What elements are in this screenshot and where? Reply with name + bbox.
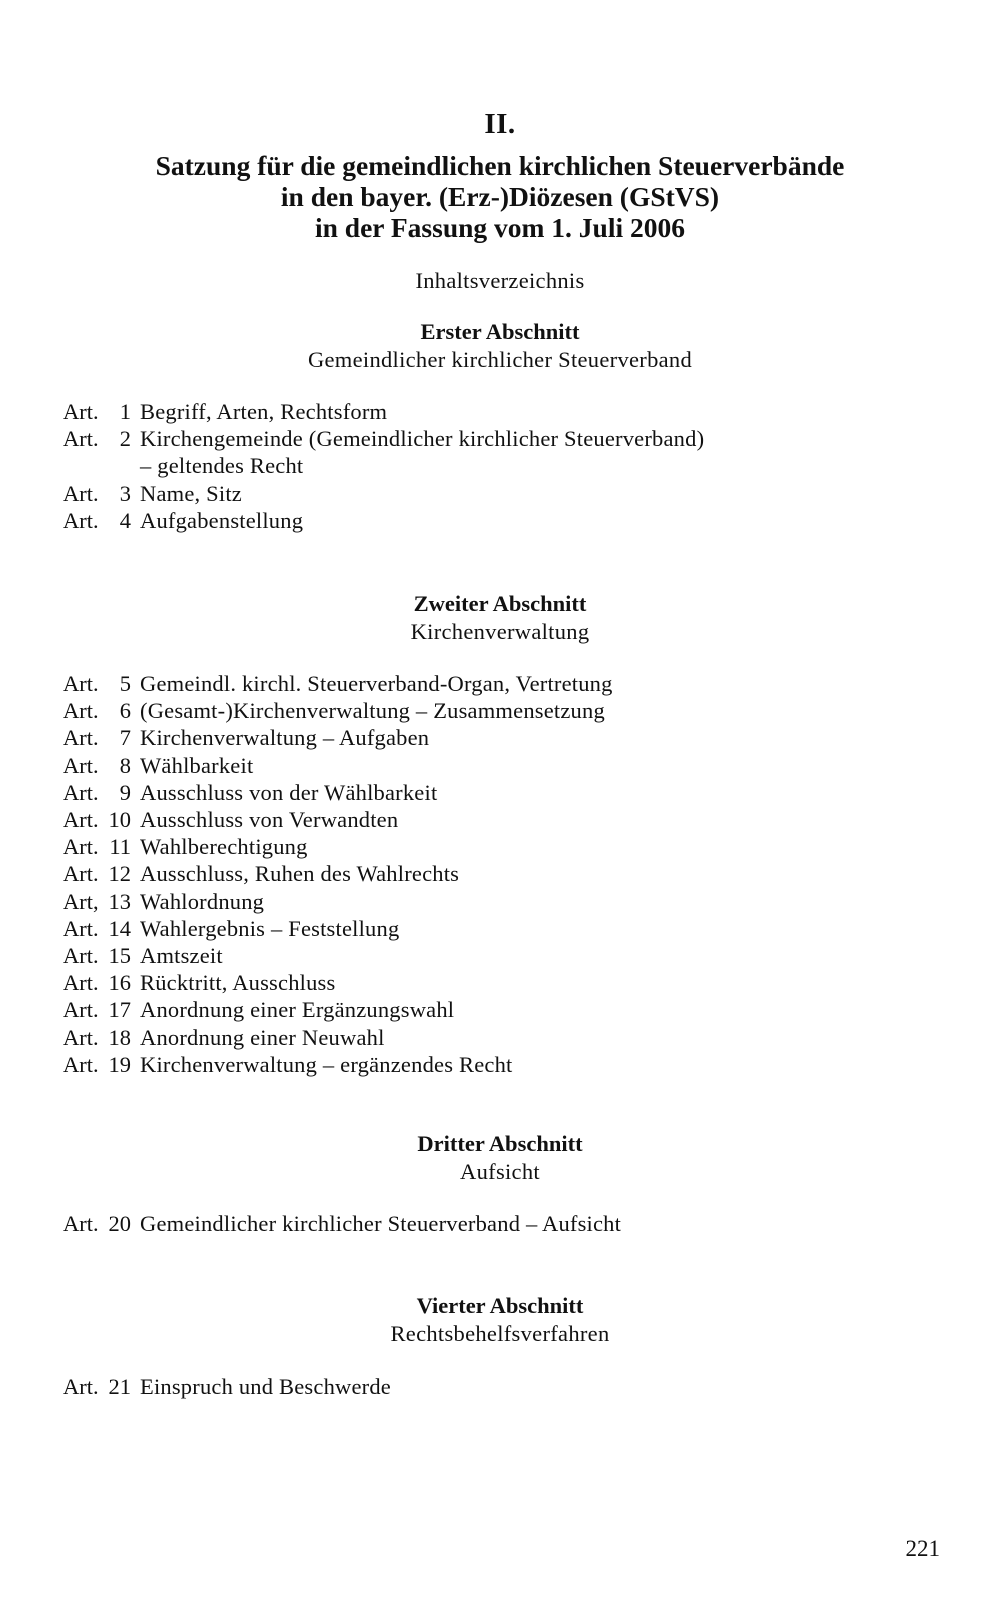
article-number: 1 (119, 399, 131, 424)
toc-entry (63, 1024, 943, 1051)
article-number: 14 (108, 915, 131, 941)
article-prefix: Art. (63, 970, 99, 996)
article-number: 2 (119, 426, 131, 452)
page-number: 221 (905, 1536, 940, 1561)
article-title: Wahlberechtigung (140, 834, 308, 860)
toc-heading: Inhaltsverzeichnis (415, 268, 585, 293)
section-name: Kirchenverwaltung (410, 619, 590, 644)
article-prefix: Art. (63, 507, 99, 533)
article-prefix: Art. (63, 752, 99, 778)
article-list-section-2 (63, 670, 943, 1078)
article-number: 18 (108, 1024, 131, 1050)
article-prefix: Art. (63, 1024, 99, 1050)
article-title-continuation: – geltendes Recht (140, 453, 304, 479)
toc-entry (63, 480, 943, 507)
toc-entry (63, 942, 943, 969)
article-list-section-4 (63, 1373, 943, 1400)
article-number: 10 (108, 807, 131, 833)
toc-entry (63, 915, 943, 942)
part-numeral: II. (484, 108, 516, 140)
article-title: Wahlordnung (140, 888, 265, 914)
article-prefix: Art. (63, 671, 99, 696)
article-title: Wahlergebnis – Feststellung (140, 915, 400, 941)
document-title (0, 150, 1000, 243)
article-title: Einspruch und Beschwerde (140, 1374, 391, 1399)
article-prefix: Art. (63, 698, 99, 724)
article-prefix: Art. (63, 943, 99, 969)
article-number: 6 (119, 698, 131, 724)
article-title (140, 425, 943, 479)
title-line: Satzung für die gemeindlichen kirchlichen Steuerverbände (155, 150, 845, 181)
toc-entry (63, 1373, 943, 1400)
section-label: Dritter Abschnitt (417, 1131, 583, 1156)
article-number: 21 (108, 1374, 131, 1399)
article-title: Kirchenverwaltung – Aufgaben (140, 725, 430, 751)
section-3 (0, 1130, 1000, 1186)
article-title: Ausschluss von der Wählbarkeit (140, 779, 438, 805)
article-prefix: Art. (63, 1051, 99, 1077)
section-label: Zweiter Abschnitt (413, 591, 587, 616)
article-prefix: Art. (63, 426, 99, 452)
section-heading (0, 1130, 1000, 1186)
section-2 (0, 590, 1000, 646)
article-number: 11 (109, 834, 131, 860)
article-title: Begriff, Arten, Rechtsform (140, 399, 388, 424)
article-number: 7 (119, 725, 131, 751)
article-title: Name, Sitz (140, 480, 242, 506)
article-number: 13 (108, 888, 131, 914)
toc-entry (63, 833, 943, 860)
toc-entry (63, 398, 943, 425)
article-prefix: Art. (63, 1374, 99, 1399)
article-number: 20 (108, 1211, 131, 1236)
toc-entry (63, 1051, 943, 1078)
toc-entry (63, 697, 943, 724)
article-number: 16 (108, 970, 131, 996)
section-name: Rechtsbehelfsverfahren (390, 1321, 610, 1346)
article-title: Gemeindl. kirchl. Steuerverband-Organ, Vertretung (140, 671, 613, 696)
article-prefix: Art. (63, 779, 99, 805)
article-number: 19 (108, 1051, 131, 1077)
section-heading (0, 1292, 1000, 1348)
toc-entry (63, 779, 943, 806)
article-title: Rücktritt, Ausschluss (140, 970, 336, 996)
article-title: Kirchenverwaltung – ergänzendes Recht (140, 1051, 513, 1077)
section-name: Gemeindlicher kirchlicher Steuerverband (307, 347, 693, 372)
article-prefix: Art, (63, 888, 99, 914)
article-prefix: Art. (63, 861, 99, 887)
article-number: 12 (108, 861, 131, 887)
toc-entry (63, 1210, 943, 1237)
section-name: Aufsicht (460, 1159, 540, 1184)
article-title: Gemeindlicher kirchlicher Steuerverband – Aufsicht (140, 1211, 622, 1236)
article-prefix: Art. (63, 725, 99, 751)
article-number: 4 (119, 507, 131, 533)
article-title: Aufgabenstellung (140, 507, 304, 533)
article-number: 9 (119, 779, 131, 805)
section-label: Vierter Abschnitt (416, 1293, 584, 1318)
title-line: in den bayer. (Erz-)Diözesen (GStVS) (280, 181, 720, 212)
toc-entry (63, 724, 943, 751)
section-1 (0, 318, 1000, 374)
article-title: Amtszeit (140, 943, 223, 969)
toc-entry (63, 860, 943, 887)
section-heading (0, 590, 1000, 646)
toc-entry (63, 752, 943, 779)
article-title: Ausschluss von Verwandten (140, 807, 399, 833)
article-title: Ausschluss, Ruhen des Wahlrechts (140, 861, 460, 887)
toc-entry (63, 888, 943, 915)
section-4 (0, 1292, 1000, 1348)
article-title-line: Kirchengemeinde (Gemeindlicher kirchlicher Steuerverband) (140, 426, 705, 452)
article-prefix: Art. (63, 834, 99, 860)
toc-entry (63, 996, 943, 1023)
article-title: (Gesamt-)Kirchenverwaltung – Zusammensetzung (140, 698, 605, 724)
article-number: 5 (119, 671, 131, 696)
article-prefix: Art. (63, 1211, 99, 1236)
title-line: in der Fassung vom 1. Juli 2006 (314, 212, 686, 243)
toc-entry (63, 969, 943, 996)
article-number: 3 (119, 480, 131, 506)
article-number: 15 (108, 943, 131, 969)
article-prefix: Art. (63, 915, 99, 941)
article-prefix: Art. (63, 399, 99, 424)
article-number: 8 (119, 752, 131, 778)
article-number: 17 (108, 997, 131, 1023)
toc-entry (63, 670, 943, 697)
article-list-section-3 (63, 1210, 943, 1237)
toc-entry (63, 507, 943, 534)
article-title: Wählbarkeit (140, 752, 254, 778)
article-prefix: Art. (63, 480, 99, 506)
article-title: Anordnung einer Neuwahl (140, 1024, 385, 1050)
section-label: Erster Abschnitt (420, 319, 580, 344)
section-heading (0, 318, 1000, 374)
article-list-section-1 (63, 398, 943, 534)
article-prefix: Art. (63, 807, 99, 833)
toc-entry (63, 425, 943, 479)
toc-entry (63, 806, 943, 833)
article-prefix: Art. (63, 997, 99, 1023)
article-title: Anordnung einer Ergänzungswahl (140, 997, 455, 1023)
